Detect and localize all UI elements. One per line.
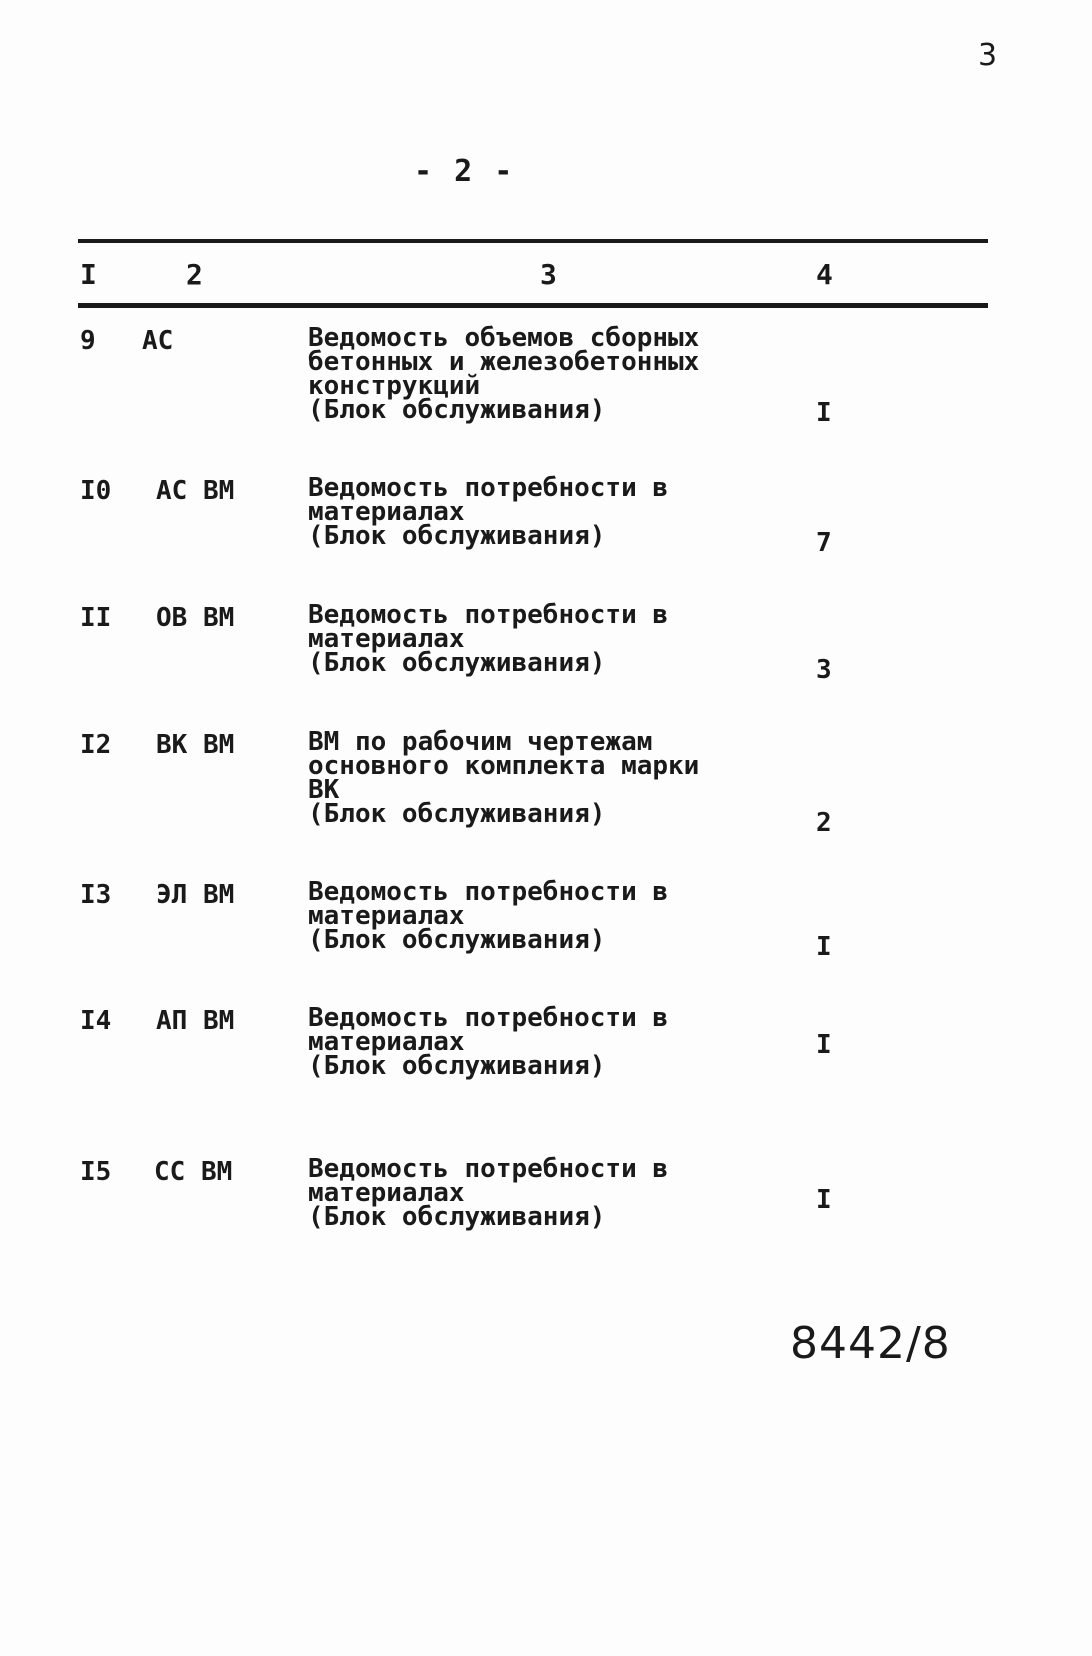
row-description bbox=[308, 1003, 728, 1081]
row-description bbox=[308, 600, 728, 678]
row-quantity: 2 bbox=[816, 808, 832, 838]
row-quantity: 3 bbox=[816, 655, 832, 685]
column-header-1: I bbox=[80, 258, 97, 291]
row-code: АС bbox=[142, 326, 174, 356]
table-top-rule bbox=[78, 239, 988, 243]
row-description bbox=[308, 727, 728, 829]
description-line: Ведомость потребности в bbox=[308, 473, 669, 503]
row-quantity: I bbox=[816, 1185, 832, 1215]
description-line: конструкций bbox=[308, 371, 481, 401]
description-line: (Блок обслуживания) bbox=[308, 1202, 606, 1232]
description-line: Ведомость потребности в bbox=[308, 1154, 669, 1184]
description-line: Ведомость объемов сборных bbox=[308, 323, 700, 353]
row-code: ВК ВМ bbox=[156, 730, 235, 760]
row-number: I2 bbox=[80, 730, 112, 760]
description-line: материалах bbox=[308, 497, 465, 527]
row-description bbox=[308, 1154, 728, 1232]
description-line: (Блок обслуживания) bbox=[308, 521, 606, 551]
column-header-3: 3 bbox=[540, 258, 557, 291]
row-code: ОВ ВМ bbox=[156, 603, 235, 633]
description-line: ВМ по рабочим чертежам bbox=[308, 727, 653, 757]
row-quantity: I bbox=[816, 932, 832, 962]
description-line: материалах bbox=[308, 1178, 465, 1208]
description-line: материалах bbox=[308, 624, 465, 654]
description-line: (Блок обслуживания) bbox=[308, 799, 606, 829]
description-line: (Блок обслуживания) bbox=[308, 648, 606, 678]
description-line: материалах bbox=[308, 901, 465, 931]
row-code: АС ВМ bbox=[156, 476, 235, 506]
description-line: (Блок обслуживания) bbox=[308, 395, 606, 425]
description-line: бетонных и железобетонных bbox=[308, 347, 700, 377]
row-code: ЭЛ ВМ bbox=[156, 880, 235, 910]
row-number: I3 bbox=[80, 880, 112, 910]
row-description bbox=[308, 877, 728, 955]
description-line: (Блок обслуживания) bbox=[308, 925, 606, 955]
column-header-2: 2 bbox=[186, 258, 203, 291]
description-line: основного комплекта марки bbox=[308, 751, 700, 781]
row-number: I5 bbox=[80, 1157, 112, 1187]
row-code: АП ВМ bbox=[156, 1006, 235, 1036]
description-line: Ведомость потребности в bbox=[308, 1003, 669, 1033]
row-quantity: 7 bbox=[816, 528, 832, 558]
row-description bbox=[308, 323, 728, 425]
description-line: (Блок обслуживания) bbox=[308, 1051, 606, 1081]
row-quantity: I bbox=[816, 1030, 832, 1060]
description-line: Ведомость потребности в bbox=[308, 600, 669, 630]
description-line: Ведомость потребности в bbox=[308, 877, 669, 907]
description-line: ВК bbox=[308, 775, 340, 805]
handwritten-inventory-number: 8442/8 bbox=[790, 1318, 951, 1369]
row-number: I4 bbox=[80, 1006, 112, 1036]
row-number: I0 bbox=[80, 476, 112, 506]
description-line: материалах bbox=[308, 1027, 465, 1057]
row-quantity: I bbox=[816, 398, 832, 428]
table-header-rule bbox=[78, 303, 988, 308]
row-description bbox=[308, 473, 728, 551]
row-code: СС ВМ bbox=[154, 1157, 233, 1187]
row-number: II bbox=[80, 603, 112, 633]
column-header-4: 4 bbox=[816, 258, 833, 291]
row-number: 9 bbox=[80, 326, 96, 356]
page-number: - 2 - bbox=[414, 154, 515, 189]
corner-sheet-number: 3 bbox=[978, 38, 998, 73]
